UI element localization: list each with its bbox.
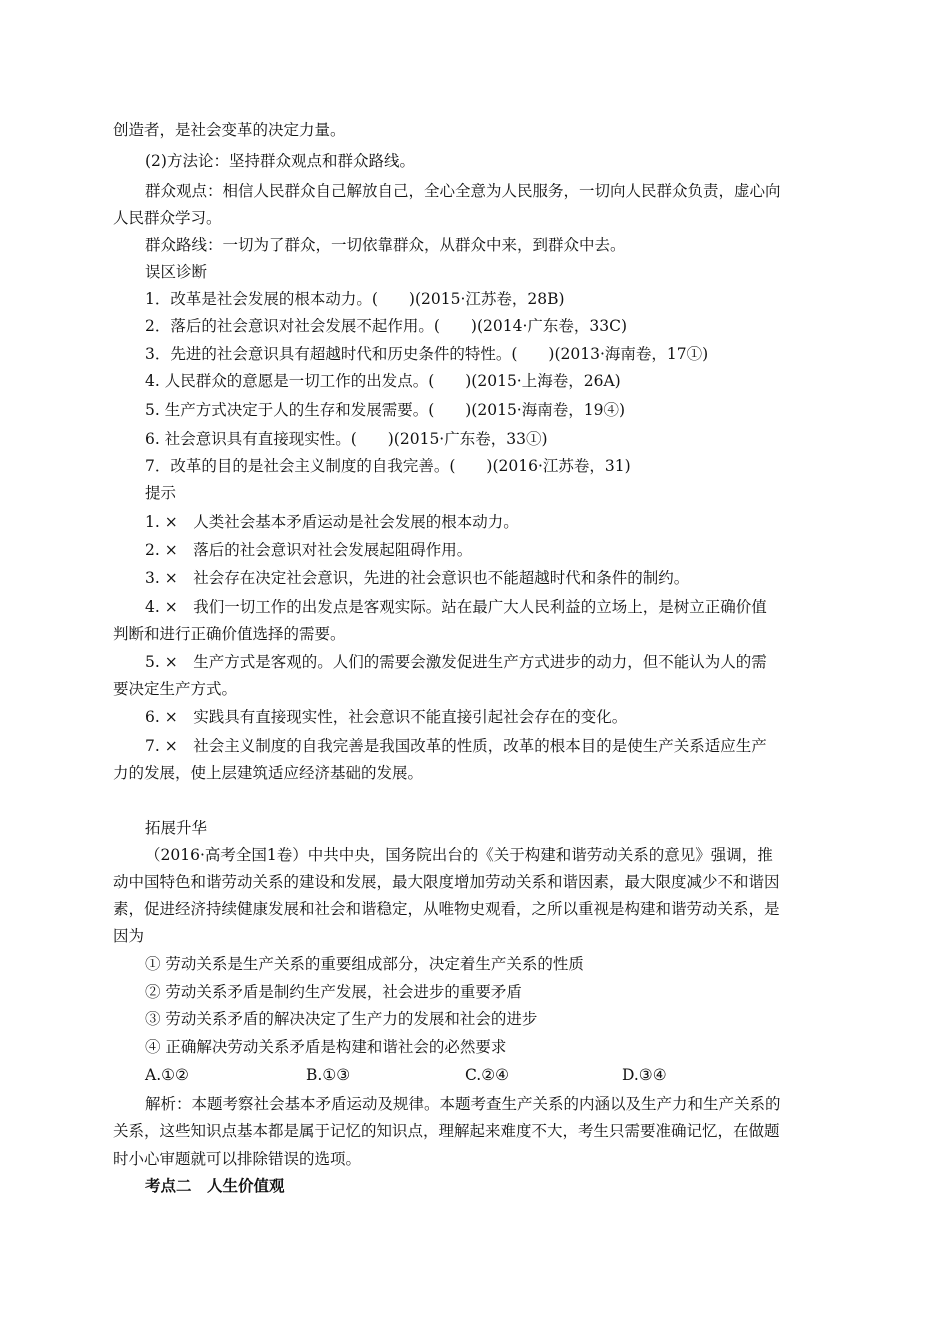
question-line: 素，促进经济持续健康发展和社会和谐稳定，从唯物史观看，之所以重视是构建和谐劳动关系，是 xyxy=(113,900,780,918)
section-title: 考点二 人生价值观 xyxy=(145,1176,285,1195)
hint-line: 4. × 我们一切工作的出发点是客观实际。站在最广大人民利益的立场上，是树立正确价值 xyxy=(145,598,767,616)
hint-line: 力的发展，使上层建筑适应经济基础的发展。 xyxy=(113,764,424,782)
analysis-line: 解析：本题考察社会基本矛盾运动及规律。本题考查生产关系的内涵以及生产力和生产关系的 xyxy=(145,1095,781,1113)
hint-line: 7. × 社会主义制度的自我完善是我国改革的性质，改革的根本目的是使生产关系适应生产 xyxy=(145,737,767,755)
statement-line: ③ 劳动关系矛盾的解决决定了生产力的发展和社会的进步 xyxy=(145,1010,538,1028)
hint-line: 1. × 人类社会基本矛盾运动是社会发展的根本动力。 xyxy=(145,513,519,531)
hint-line: 判断和进行正确价值选择的需要。 xyxy=(113,625,346,643)
hint-line: 5. × 生产方式是客观的。人们的需要会激发促进生产方式进步的动力，但不能认为人的需 xyxy=(145,653,767,671)
diagnosis-heading: 误区诊断 xyxy=(145,263,208,281)
diagnosis-item: 2．落后的社会意识对社会发展不起作用。( )(2014·广东卷，33C) xyxy=(145,317,628,335)
statement-line: ② 劳动关系矛盾是制约生产发展，社会进步的重要矛盾 xyxy=(145,983,522,1001)
diagnosis-item: 5. 生产方式决定于人的生存和发展需要。( )(2015·海南卷，19④) xyxy=(145,401,626,419)
question-line: （2016·高考全国1卷）中共中央，国务院出台的《关于构建和谐劳动关系的意见》强调，推 xyxy=(145,846,773,864)
body-line: 群众路线：一切为了群众，一切依靠群众，从群众中来，到群众中去。 xyxy=(145,236,626,254)
diagnosis-item: 3．先进的社会意识具有超越时代和历史条件的特性。( )(2013·海南卷，17①) xyxy=(145,345,709,363)
hint-line: 要决定生产方式。 xyxy=(113,680,238,698)
hints-heading: 提示 xyxy=(145,484,177,502)
analysis-line: 关系，这些知识点基本都是属于记忆的知识点，理解起来难度不大，考生只需要准确记忆，在做题 xyxy=(113,1122,780,1140)
option-d: D.③④ xyxy=(622,1066,667,1084)
diagnosis-item: 6. 社会意识具有直接现实性。( )(2015·广东卷，33①) xyxy=(145,430,548,448)
body-line: 人民群众学习。 xyxy=(113,209,222,227)
hint-line: 3. × 社会存在决定社会意识，先进的社会意识也不能超越时代和条件的制约。 xyxy=(145,569,690,587)
option-b: B.①③ xyxy=(306,1066,351,1084)
body-line: 群众观点：相信人民群众自己解放自己，全心全意为人民服务，一切向人民群众负责，虚心向 xyxy=(145,182,781,200)
question-line: 动中国特色和谐劳动关系的建设和发展，最大限度增加劳动关系和谐因素，最大限度减少不和谐因 xyxy=(113,873,780,891)
option-c: C.②④ xyxy=(465,1066,510,1084)
diagnosis-item: 1．改革是社会发展的根本动力。( )(2015·江苏卷，28B) xyxy=(145,290,565,308)
hint-line: 6. × 实践具有直接现实性，社会意识不能直接引起社会存在的变化。 xyxy=(145,708,628,726)
hint-line: 2. × 落后的社会意识对社会发展起阻碍作用。 xyxy=(145,541,473,559)
body-line: 创造者，是社会变革的决定力量。 xyxy=(113,121,346,139)
analysis-line: 时小心审题就可以排除错误的选项。 xyxy=(113,1150,362,1168)
statement-line: ④ 正确解决劳动关系矛盾是构建和谐社会的必然要求 xyxy=(145,1038,507,1056)
question-line: 因为 xyxy=(113,927,145,945)
statement-line: ① 劳动关系是生产关系的重要组成部分，决定着生产关系的性质 xyxy=(145,955,584,973)
option-a: A.①② xyxy=(145,1066,189,1084)
body-line: (2)方法论：坚持群众观点和群众路线。 xyxy=(145,152,415,170)
extension-heading: 拓展升华 xyxy=(145,819,208,837)
diagnosis-item: 4. 人民群众的意愿是一切工作的出发点。( )(2015·上海卷，26A) xyxy=(145,372,621,390)
diagnosis-item: 7．改革的目的是社会主义制度的自我完善。( )(2016·江苏卷，31) xyxy=(145,457,631,475)
